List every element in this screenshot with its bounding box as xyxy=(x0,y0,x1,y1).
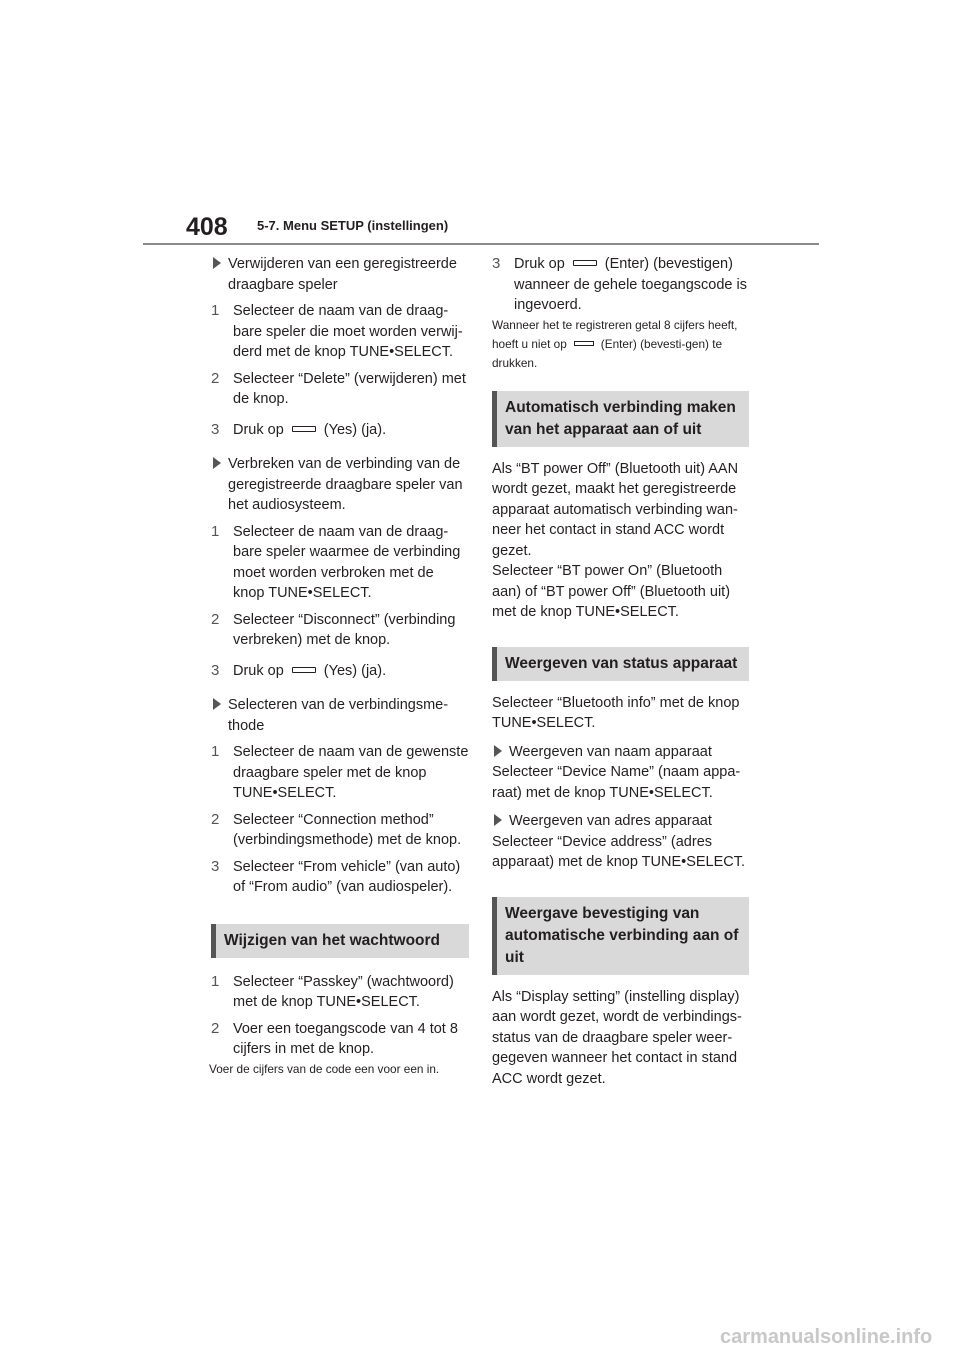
step-item xyxy=(492,254,749,316)
step-text: Druk op xyxy=(233,421,284,438)
triangle-arrow-icon xyxy=(213,698,221,710)
right-column xyxy=(492,254,749,1089)
step-item xyxy=(211,972,469,1013)
step-number: 2 xyxy=(211,1019,220,1037)
header-rule xyxy=(143,243,819,245)
step-text: Selecteer “From vehicle” (van auto) of “From audio” (van audiospeler). xyxy=(233,858,461,895)
button-key-icon xyxy=(292,426,316,432)
step-number: 1 xyxy=(211,522,220,540)
step-text: Druk op xyxy=(233,662,284,679)
step-text: Druk op xyxy=(514,256,565,272)
page-number: 408 xyxy=(186,213,228,241)
button-key-icon xyxy=(574,341,594,346)
step-item xyxy=(211,1019,469,1060)
paragraph: Selecteer “BT power On” (Bluetooth aan) of “BT power Off” (Bluetooth uit) met de knop TUNE•SELECT. xyxy=(492,563,731,620)
bullet-text: Weergeven van adres apparaat xyxy=(509,813,712,829)
step-text: Selecteer de naam van de gewenste draagbare speler met de knop TUNE•SELECT. xyxy=(233,744,469,801)
step-number: 3 xyxy=(211,857,220,875)
paragraph: Als “Display setting” (instelling display) aan wordt gezet, wordt de verbindings-status van de draagbare speler weer-gegeven wanneer het contact in stand ACC wordt gezet. xyxy=(492,988,742,1087)
paragraph: Als “BT power Off” (Bluetooth uit) AAN wordt gezet, maakt het geregistreerde apparaat automatisch verbinding wan-neer het contact in stand ACC wordt gezet. xyxy=(492,460,739,559)
note-text-b: (Enter) (bevesti-gen) te drukken. xyxy=(492,336,723,370)
step-number: 1 xyxy=(211,972,220,990)
button-key-icon xyxy=(292,667,316,673)
button-key-icon xyxy=(573,260,597,266)
step-item xyxy=(211,420,469,441)
triangle-arrow-icon xyxy=(213,257,221,269)
step-item xyxy=(211,857,469,898)
step-number: 3 xyxy=(492,255,501,272)
left-column xyxy=(211,246,469,1079)
section-heading: Automatisch verbinding maken van het apparaat aan of uit xyxy=(492,391,749,447)
step-text: Selecteer “Delete” (verwijderen) met de knop. xyxy=(233,370,466,407)
step-text: Voer een toegangscode van 4 tot 8 cijfers in met de knop. xyxy=(233,1020,458,1057)
triangle-arrow-icon xyxy=(213,457,221,469)
step-number: 3 xyxy=(211,661,220,679)
section-title: 5-7. Menu SETUP (instellingen) xyxy=(257,218,449,233)
section-heading: Weergeven van status apparaat xyxy=(492,647,749,681)
watermark: carmanualsonline.info xyxy=(720,1326,933,1348)
triangle-arrow-icon xyxy=(494,814,502,826)
bullet-text: Verwijderen van een geregistreerde draagbare speler xyxy=(228,256,457,293)
step-item xyxy=(211,810,469,851)
step-number: 3 xyxy=(211,420,220,438)
step-text: Selecteer “Connection method” (verbindingsmethode) met de knop. xyxy=(233,811,462,848)
step-text: (Yes) (ja). xyxy=(323,662,387,679)
step-number: 2 xyxy=(211,610,220,628)
bullet-item xyxy=(492,742,749,763)
bullet-item xyxy=(211,454,469,516)
bullet-text: Weergeven van naam apparaat xyxy=(509,743,712,760)
step-number: 2 xyxy=(211,810,220,828)
step-text: Selecteer “Disconnect” (verbinding verbreken) met de knop. xyxy=(233,611,456,648)
bullet-text: Verbreken van de verbinding van de geregistreerde draagbare speler van het audiosysteem. xyxy=(228,456,463,513)
bullet-item xyxy=(211,254,469,295)
step-item xyxy=(211,661,469,682)
section-heading: Wijzigen van het wachtwoord xyxy=(211,924,469,958)
step-item xyxy=(211,369,469,410)
step-item xyxy=(211,522,469,604)
bullet-item xyxy=(211,695,469,736)
step-number: 1 xyxy=(211,302,220,319)
step-item xyxy=(211,301,469,363)
step-text: Selecteer “Passkey” (wachtwoord) met de knop TUNE•SELECT. xyxy=(233,973,454,1010)
bullet-item xyxy=(492,811,749,832)
step-number: 2 xyxy=(211,369,220,387)
step-number: 1 xyxy=(211,743,220,760)
step-text: Selecteer de naam van de draag-bare speler die moet worden verwij-derd met de knop TUNE•SELECT. xyxy=(233,303,463,360)
paragraph: Selecteer “Device Name” (naam appa-raat) met de knop TUNE•SELECT. xyxy=(492,764,741,801)
section-heading: Weergave bevestiging van automatische verbinding aan of uit xyxy=(492,897,749,975)
step-item xyxy=(211,610,469,651)
note-text: Voer de cijfers van de code een voor een in. xyxy=(209,1061,440,1076)
step-item xyxy=(211,742,469,804)
step-text: (Enter) (bevestigen) wanneer de gehele toegangscode is ingevoerd. xyxy=(514,256,747,313)
bullet-text: Selecteren van de verbindingsme-thode xyxy=(228,697,449,734)
note-text xyxy=(492,316,749,373)
paragraph: Selecteer “Bluetooth info” met de knop TUNE•SELECT. xyxy=(492,694,740,731)
step-text: Selecteer de naam van de draag-bare speler waarmee de verbinding moet worden verbroken met de knop TUNE•SELECT. xyxy=(233,523,461,601)
paragraph: Selecteer “Device address” (adres apparaat) met de knop TUNE•SELECT. xyxy=(492,833,746,870)
note-text-a: Wanneer het te registreren getal 8 cijfers heeft, hoeft u niet op xyxy=(492,317,738,351)
step-text: (Yes) (ja). xyxy=(323,421,387,438)
triangle-arrow-icon xyxy=(494,745,502,757)
